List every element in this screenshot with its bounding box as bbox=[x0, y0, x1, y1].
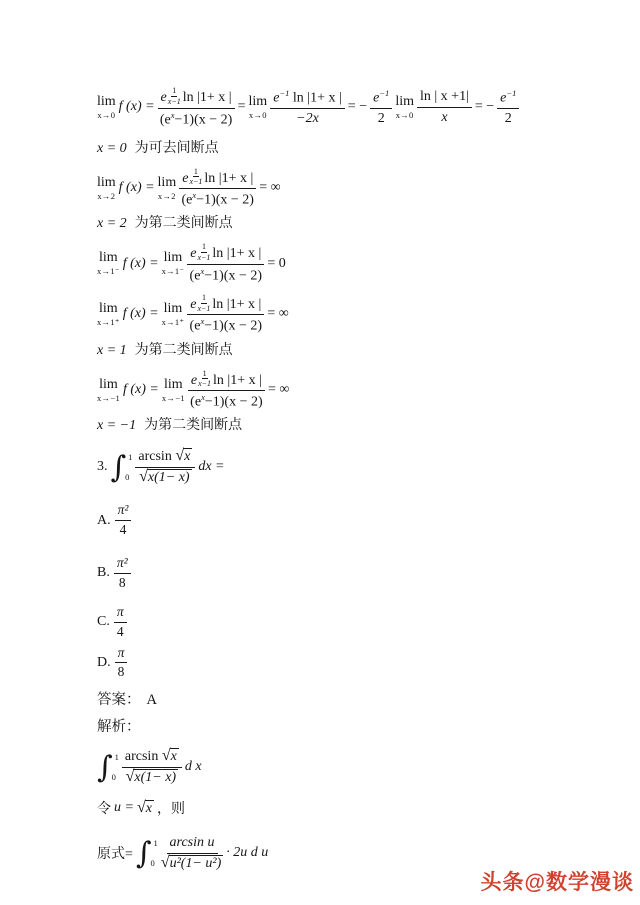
integrand-fraction bbox=[161, 834, 223, 872]
final-pre: 原式= bbox=[97, 847, 133, 863]
denominator: 8 bbox=[118, 574, 126, 590]
result-zero: = 0 bbox=[267, 255, 286, 271]
sqrt-body: x(1− x) bbox=[147, 469, 190, 485]
answer-label: 答案： bbox=[97, 692, 141, 709]
option-c bbox=[97, 604, 577, 641]
lim-operator bbox=[97, 251, 120, 276]
math-text: −1)(x − 2) bbox=[204, 394, 263, 410]
denominator: 8 bbox=[117, 664, 125, 680]
math-text: ln |1+ x | bbox=[212, 246, 262, 262]
sqrt-body: x bbox=[170, 749, 177, 765]
numerator: π bbox=[114, 604, 127, 623]
math-text: f (x) = bbox=[122, 306, 159, 322]
exponent-denominator: x−1 bbox=[167, 96, 181, 106]
lim-operator bbox=[162, 251, 185, 276]
math-text: −1)(x − 2) bbox=[196, 192, 254, 208]
numerator: π bbox=[115, 645, 128, 664]
math-e: e bbox=[373, 90, 380, 106]
lim-operator bbox=[249, 95, 268, 120]
integral-limits bbox=[151, 838, 158, 868]
statement-math: x = 2 bbox=[97, 216, 127, 232]
denominator bbox=[160, 109, 232, 129]
option-fraction bbox=[114, 604, 127, 641]
lim-word: lim bbox=[97, 174, 116, 190]
integral-lower-limit: 0 bbox=[125, 472, 130, 483]
dx-text: d x bbox=[184, 759, 202, 775]
sqrt bbox=[139, 469, 191, 486]
math-text: (e bbox=[189, 268, 201, 284]
math-sup: x bbox=[192, 190, 197, 201]
lim-operator bbox=[162, 378, 185, 403]
exponent-fraction bbox=[197, 293, 210, 313]
integral bbox=[135, 835, 158, 871]
statement-x0 bbox=[97, 137, 577, 157]
integral-lower-limit: 0 bbox=[111, 772, 116, 783]
option-fraction bbox=[115, 502, 132, 539]
statement-x1 bbox=[97, 339, 577, 359]
e-over-two-fraction bbox=[497, 88, 519, 128]
watermark bbox=[481, 866, 634, 896]
main-fraction bbox=[187, 242, 264, 285]
sqrt bbox=[175, 448, 192, 465]
math-text: f (x) = bbox=[123, 381, 159, 397]
option-label: A. bbox=[97, 512, 111, 528]
math-text: ln |1+ x | bbox=[182, 90, 232, 105]
math-sup: x bbox=[201, 392, 205, 403]
denominator: 2 bbox=[504, 110, 512, 126]
lim-word: lim bbox=[395, 94, 414, 110]
lim-subscript: x→1⁺ bbox=[161, 317, 185, 328]
lim-operator bbox=[162, 302, 185, 327]
denominator bbox=[126, 768, 178, 787]
math-text: −1)(x − 2) bbox=[204, 319, 262, 335]
integral-limits bbox=[125, 452, 132, 482]
integral-sign: ∫ bbox=[135, 835, 152, 871]
e-over-two-fraction bbox=[370, 88, 392, 128]
numerator: π² bbox=[115, 502, 132, 521]
statement-text: 为第二类间断点 bbox=[134, 216, 233, 232]
math-sup: −1 bbox=[506, 87, 517, 98]
option-label: C. bbox=[97, 614, 110, 630]
lim-subscript: x→1⁺ bbox=[97, 317, 120, 328]
middle-fraction bbox=[270, 88, 345, 128]
exponent-fraction bbox=[197, 242, 210, 262]
option-label: B. bbox=[97, 565, 110, 581]
math-text: ln |1+ x | bbox=[212, 296, 262, 312]
limit-line-xm1 bbox=[97, 369, 577, 412]
analysis-label-line bbox=[97, 715, 577, 736]
lim-operator bbox=[395, 95, 414, 120]
math-text: f (x) = bbox=[118, 179, 155, 195]
math-sup: −1 bbox=[379, 87, 390, 98]
analysis-label: 解析： bbox=[97, 719, 141, 736]
math-text: −1)(x − 2) bbox=[174, 112, 233, 128]
math-text: ln |1+ x | bbox=[213, 372, 262, 388]
substitution-line bbox=[97, 798, 577, 818]
numerator bbox=[187, 293, 264, 316]
question-number: 3. bbox=[97, 459, 108, 475]
exponent-fraction bbox=[198, 369, 211, 389]
ln-fraction bbox=[417, 88, 472, 126]
math-text: (e bbox=[181, 192, 193, 208]
integral-sign: ∫ bbox=[110, 449, 127, 485]
lim-word: lim bbox=[164, 376, 183, 392]
numerator bbox=[135, 448, 195, 468]
exponent-denominator: x−1 bbox=[197, 303, 211, 313]
integral bbox=[110, 449, 133, 485]
numerator bbox=[158, 86, 235, 109]
lim-subscript: x→0 bbox=[248, 110, 267, 121]
math-e: e bbox=[190, 372, 198, 388]
math-sup: x bbox=[200, 316, 205, 327]
math-sup: −1 bbox=[279, 87, 290, 98]
integrand-fraction bbox=[122, 748, 182, 786]
math-e: e bbox=[190, 246, 197, 262]
statement-text: 为第二类间断点 bbox=[144, 418, 243, 434]
denominator bbox=[139, 468, 191, 487]
math-text: ln |1+ x | bbox=[204, 170, 254, 186]
numerator bbox=[497, 88, 519, 109]
denominator: −2x bbox=[296, 110, 319, 126]
lim-operator bbox=[97, 176, 116, 201]
main-fraction bbox=[158, 86, 235, 129]
sqrt-body: x bbox=[145, 800, 152, 816]
sqrt bbox=[161, 855, 223, 872]
option-a bbox=[97, 502, 577, 539]
integral-limits bbox=[112, 752, 119, 782]
integral-upper-limit: 1 bbox=[128, 452, 133, 463]
main-fraction bbox=[187, 293, 264, 336]
lim-word: lim bbox=[248, 94, 268, 110]
integral-upper-limit: 1 bbox=[153, 838, 158, 849]
radical-glyph: √ bbox=[125, 767, 135, 785]
final-post: · 2u d u bbox=[226, 845, 269, 861]
lim-word: lim bbox=[157, 174, 177, 190]
sqrt-body: u²(1− u²) bbox=[169, 855, 222, 871]
option-fraction bbox=[115, 645, 128, 682]
equals-minus: = − bbox=[347, 99, 368, 115]
limit-line-x1-left bbox=[97, 242, 577, 285]
lim-subscript: x→1⁻ bbox=[161, 266, 185, 277]
denominator: 2 bbox=[377, 110, 385, 126]
exponent-denominator: x−1 bbox=[189, 177, 203, 187]
radical-glyph: √ bbox=[175, 447, 185, 465]
lim-operator bbox=[97, 302, 120, 327]
lim-subscript: x→1⁻ bbox=[97, 266, 120, 277]
math-text: arcsin bbox=[124, 749, 159, 765]
exponent-numerator: 1 bbox=[172, 86, 177, 95]
integral bbox=[97, 749, 119, 785]
sub-post: ，则 bbox=[156, 802, 185, 818]
option-d bbox=[97, 645, 577, 682]
denominator: x bbox=[441, 109, 448, 125]
math-text: ln |1+ x | bbox=[292, 90, 342, 106]
result-infinity: = ∞ bbox=[259, 179, 281, 195]
radical-glyph: √ bbox=[136, 798, 146, 816]
denominator bbox=[182, 189, 254, 209]
statement-math: x = −1 bbox=[97, 418, 137, 434]
limit-line-x1-right bbox=[97, 293, 577, 336]
integral-sign: ∫ bbox=[97, 749, 113, 785]
numerator bbox=[188, 369, 265, 392]
watermark-text: 头条@数学漫谈 bbox=[480, 871, 634, 894]
radical-glyph: √ bbox=[161, 747, 171, 765]
sub-pre: 令 bbox=[97, 802, 111, 818]
lim-subscript: x→−1 bbox=[97, 392, 120, 403]
statement-xm1 bbox=[97, 414, 577, 434]
sqrt bbox=[126, 769, 178, 786]
main-fraction bbox=[188, 369, 265, 412]
equals-sign: = bbox=[237, 99, 246, 115]
result-infinity: = ∞ bbox=[267, 306, 289, 322]
lim-operator bbox=[158, 176, 177, 201]
sqrt bbox=[162, 748, 179, 765]
statement-math: x = 1 bbox=[97, 342, 127, 358]
lim-subscript: x→0 bbox=[97, 110, 116, 121]
lim-word: lim bbox=[99, 376, 118, 392]
exponent-denominator: x−1 bbox=[197, 252, 211, 262]
exponent-fraction bbox=[168, 86, 181, 106]
exponent-numerator: 1 bbox=[201, 242, 206, 252]
numerator bbox=[179, 167, 256, 190]
math-text: −1)(x − 2) bbox=[204, 268, 262, 284]
sqrt-body: x bbox=[184, 449, 191, 465]
statement-text: 为可去间断点 bbox=[134, 140, 219, 156]
math-text: (e bbox=[190, 394, 202, 410]
limit-line-x2 bbox=[97, 167, 577, 210]
exponent-numerator: 1 bbox=[201, 292, 206, 302]
math-text: f (x) = bbox=[122, 255, 159, 271]
exponent-numerator: 1 bbox=[202, 368, 207, 378]
denominator bbox=[190, 315, 262, 335]
lim-word: lim bbox=[97, 94, 116, 110]
result-infinity: = ∞ bbox=[267, 381, 290, 397]
statement-text: 为第二类间断点 bbox=[134, 342, 233, 358]
math-e: e bbox=[190, 296, 197, 312]
answer-line bbox=[97, 688, 577, 709]
math-e: e bbox=[500, 90, 507, 106]
lim-subscript: x→−1 bbox=[161, 392, 185, 403]
lim-operator bbox=[97, 378, 120, 403]
integral-lower-limit: 0 bbox=[150, 858, 155, 869]
numerator bbox=[370, 88, 392, 109]
integrand-fraction bbox=[135, 448, 195, 486]
sqrt bbox=[137, 800, 154, 817]
math-e: e bbox=[160, 90, 167, 105]
lim-word: lim bbox=[163, 250, 183, 266]
numerator bbox=[270, 88, 345, 109]
denominator bbox=[190, 265, 262, 285]
radical-glyph: √ bbox=[139, 467, 148, 485]
lim-word: lim bbox=[99, 250, 118, 266]
denominator bbox=[161, 854, 223, 873]
answer-value: A bbox=[146, 692, 157, 709]
integral-upper-limit: 1 bbox=[114, 752, 119, 763]
math-text: (e bbox=[189, 319, 201, 335]
lim-subscript: x→2 bbox=[97, 190, 116, 201]
lim-word: lim bbox=[163, 301, 183, 317]
main-fraction bbox=[179, 167, 256, 210]
lim-subscript: x→0 bbox=[395, 110, 414, 121]
analysis-integral-line bbox=[97, 748, 577, 786]
math-sup: x bbox=[200, 265, 205, 276]
option-fraction bbox=[114, 555, 131, 592]
limit-line-x0 bbox=[97, 86, 577, 129]
math-e: e bbox=[182, 170, 189, 186]
dx-equals: dx = bbox=[198, 459, 225, 475]
statement-x2 bbox=[97, 212, 577, 232]
exponent-numerator: 1 bbox=[193, 166, 198, 176]
lim-operator bbox=[97, 95, 116, 120]
math-e: e bbox=[273, 90, 280, 106]
math-text: f (x) = bbox=[118, 99, 155, 115]
document-content bbox=[97, 86, 577, 880]
denominator: 4 bbox=[116, 623, 124, 639]
math-text: (e bbox=[159, 112, 171, 128]
lim-subscript: x→2 bbox=[157, 190, 176, 201]
denominator: 4 bbox=[119, 522, 127, 538]
sub-ueq: u = bbox=[114, 800, 134, 816]
math-sup: x bbox=[170, 109, 175, 120]
option-label: D. bbox=[97, 654, 111, 670]
radical-glyph: √ bbox=[160, 853, 170, 871]
numerator bbox=[187, 242, 264, 265]
lim-word: lim bbox=[99, 301, 118, 317]
numerator bbox=[122, 748, 182, 768]
statement-math: x = 0 bbox=[97, 140, 127, 156]
question-line bbox=[97, 448, 577, 486]
numerator: ln | x +1| bbox=[417, 88, 472, 108]
option-b bbox=[97, 555, 577, 592]
sqrt-body: x(1− x) bbox=[134, 769, 177, 785]
exponent-fraction bbox=[189, 167, 202, 187]
equals-minus: = − bbox=[474, 99, 495, 115]
denominator bbox=[190, 391, 262, 411]
math-text: arcsin bbox=[138, 449, 172, 465]
exponent-denominator: x−1 bbox=[198, 379, 212, 389]
numerator: π² bbox=[114, 555, 131, 574]
numerator: arcsin u bbox=[167, 834, 218, 854]
